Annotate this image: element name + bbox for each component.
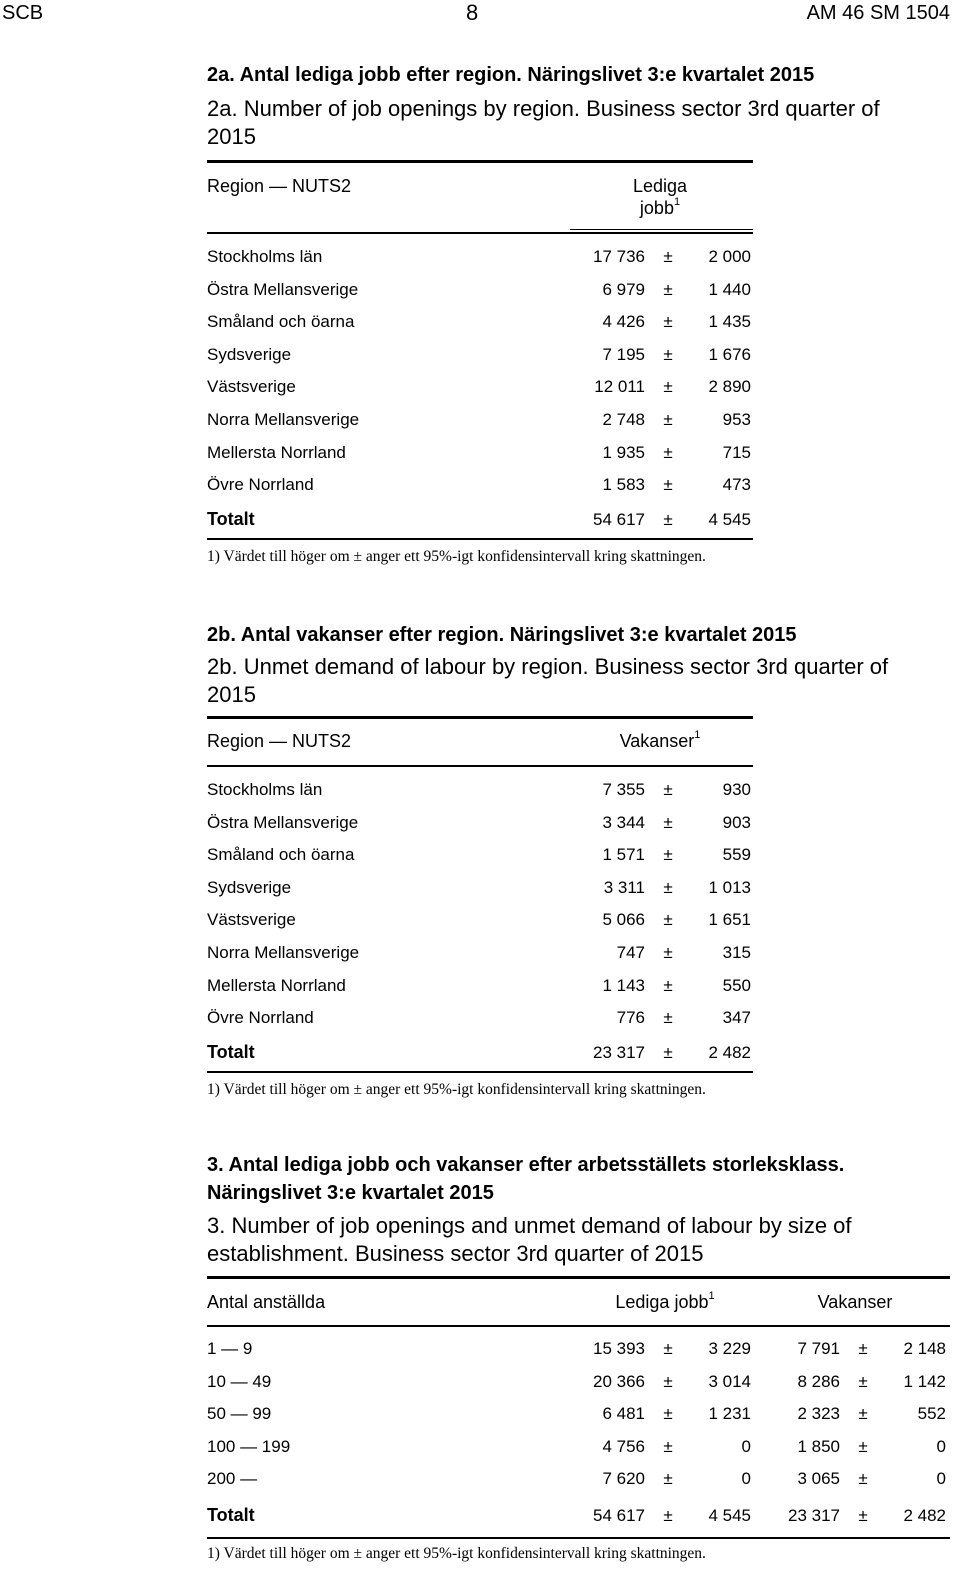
- confidence-interval: 1 651: [708, 910, 751, 930]
- plus-minus: ±: [663, 877, 673, 897]
- jobs-value: 6 481: [602, 1404, 645, 1424]
- region-value: 12 011: [594, 377, 645, 397]
- total-label: Totalt: [207, 509, 255, 529]
- plus-minus: ±: [663, 279, 673, 299]
- region-name: Stockholms län: [207, 247, 323, 266]
- t2a-col-value-2: jobb$^1$: [639, 196, 681, 218]
- region-name: Mellersta Norrland: [207, 975, 346, 995]
- jobs-value: 7 620: [602, 1469, 645, 1489]
- plus-minus: ±: [663, 1469, 673, 1489]
- region-name: Östra Mellansverige: [207, 812, 359, 832]
- t2a-title-en-2: 2015: [207, 124, 256, 149]
- t2a-header-bottom-rule: [207, 232, 753, 234]
- confidence-interval: 315: [722, 943, 751, 962]
- region-name: Västsverige: [207, 910, 296, 930]
- vacancy-ci: 552: [917, 1404, 946, 1424]
- size-class: 100 — 199: [207, 1436, 291, 1456]
- region-value: 1 143: [602, 975, 645, 995]
- jobs-ci: 0: [741, 1436, 751, 1456]
- t3-title-sv-2: Näringslivet 3:e kvartalet 2015: [207, 1182, 494, 1204]
- t2b-title-sv: 2b. Antal vakanser efter region. Näringslivet 3:e kvartalet 2015: [207, 624, 797, 646]
- region-name: Mellersta Norrland: [207, 442, 346, 462]
- t2a-col-value-1: Lediga: [632, 176, 688, 196]
- plus-minus: ±: [663, 1339, 673, 1358]
- t3-top-rule: [207, 1276, 950, 1279]
- confidence-interval: 953: [722, 410, 751, 429]
- vacancy-ci: 0: [936, 1436, 946, 1456]
- vacancy-value: 1 850: [797, 1436, 840, 1456]
- confidence-interval: 1 013: [708, 877, 751, 897]
- plus-minus: ±: [663, 812, 673, 832]
- jobs-ci: 3 014: [708, 1371, 751, 1391]
- region-name: Stockholms län: [207, 780, 323, 799]
- total-value: 54 617: [593, 510, 645, 529]
- plus-minus: ±: [663, 1008, 673, 1028]
- plus-minus: ±: [663, 410, 673, 429]
- region-value: 2 748: [602, 410, 645, 429]
- region-value: 7 355: [602, 780, 645, 799]
- confidence-interval: 347: [722, 1008, 751, 1028]
- t3-title-en-1: 3. Number of job openings and unmet demand of labour by size of: [207, 1213, 852, 1238]
- region-name: Småland och öarna: [207, 845, 355, 865]
- region-value: 5 066: [602, 910, 645, 930]
- region-value: 7 195: [602, 344, 645, 364]
- confidence-interval: 559: [722, 845, 751, 865]
- t2a-top-rule: [207, 160, 753, 163]
- size-class: 1 — 9: [207, 1339, 253, 1358]
- confidence-interval: 550: [722, 975, 751, 995]
- region-name: Östra Mellansverige: [207, 279, 359, 299]
- total-jobs: 54 617: [593, 1506, 645, 1525]
- region-value: 3 311: [603, 877, 645, 897]
- confidence-interval: 1 676: [708, 344, 751, 364]
- t2b-title-en-2: 2015: [207, 682, 256, 707]
- region-value: 747: [616, 943, 645, 962]
- vacancy-value: 2 323: [797, 1404, 840, 1424]
- size-class: 200 —: [207, 1469, 258, 1489]
- region-name: Norra Mellansverige: [207, 410, 360, 429]
- t3-header-rule: [207, 1325, 950, 1327]
- plus-minus: ±: [858, 1404, 868, 1424]
- total-ci: 2 482: [708, 1043, 751, 1062]
- total-jobs-ci: 4 545: [708, 1506, 751, 1525]
- t2a-title-sv: 2a. Antal lediga jobb efter region. Näringslivet 3:e kvartalet 2015: [207, 64, 815, 86]
- region-value: 1 935: [602, 442, 645, 462]
- vacancy-value: 7 791: [797, 1339, 840, 1358]
- jobs-ci: 3 229: [708, 1339, 751, 1358]
- t3-col-vac: Vakanser: [817, 1292, 893, 1312]
- region-name: Sydsverige: [207, 344, 292, 364]
- size-class: 10 — 49: [207, 1371, 272, 1391]
- t3-title-en-2: establishment. Business sector 3rd quarter of 2015: [207, 1241, 704, 1266]
- confidence-interval: 2 000: [708, 247, 751, 266]
- vacancy-value: 3 065: [797, 1469, 840, 1489]
- plus-minus: ±: [663, 442, 673, 462]
- region-name: Övre Norrland: [207, 475, 314, 495]
- plus-minus: ±: [663, 910, 673, 930]
- region-value: 17 736: [593, 247, 645, 266]
- t2a-header-rule: [570, 229, 753, 230]
- confidence-interval: 715: [722, 442, 751, 462]
- t2a-col-region: Region — NUTS2: [207, 176, 352, 196]
- plus-minus: ±: [663, 510, 673, 529]
- total-vacancies: 23 317: [788, 1506, 840, 1525]
- region-value: 1 583: [602, 475, 645, 495]
- page-number: 8: [466, 0, 479, 25]
- jobs-ci: 1 231: [708, 1404, 751, 1424]
- t3-footnote: 1) Värdet till höger om ± anger ett 95%-igt konfidensintervall kring skattningen.: [207, 1545, 706, 1562]
- plus-minus: ±: [663, 1436, 673, 1456]
- confidence-interval: 1 440: [708, 279, 751, 299]
- plus-minus: ±: [663, 1043, 673, 1062]
- region-value: 4 426: [602, 312, 645, 332]
- confidence-interval: 473: [722, 475, 751, 495]
- plus-minus: ±: [663, 377, 673, 397]
- header-left: SCB: [2, 2, 44, 24]
- t2b-footnote: 1) Värdet till höger om ± anger ett 95%-igt konfidensintervall kring skattningen.: [207, 1081, 706, 1098]
- plus-minus: ±: [663, 312, 673, 332]
- region-value: 1 571: [602, 845, 645, 865]
- t2b-header-rule: [207, 765, 753, 767]
- t3-col-size: Antal anställda: [207, 1292, 326, 1312]
- t2a-footnote: 1) Värdet till höger om ± anger ett 95%-igt konfidensintervall kring skattningen.: [207, 548, 706, 565]
- region-value: 3 344: [602, 812, 645, 832]
- region-name: Sydsverige: [207, 877, 292, 897]
- plus-minus: ±: [663, 1371, 673, 1391]
- plus-minus: ±: [858, 1371, 868, 1391]
- region-value: 776: [616, 1008, 645, 1028]
- plus-minus: ±: [663, 344, 673, 364]
- plus-minus: ±: [858, 1436, 868, 1456]
- region-name: Västsverige: [207, 377, 296, 397]
- plus-minus: ±: [858, 1469, 868, 1489]
- region-name: Småland och öarna: [207, 312, 355, 332]
- t3-bottom-rule: [207, 1537, 950, 1539]
- plus-minus: ±: [663, 943, 673, 962]
- vacancy-ci: 2 148: [903, 1339, 946, 1358]
- plus-minus: ±: [663, 975, 673, 995]
- vacancy-value: 8 286: [797, 1371, 840, 1391]
- header-right: AM 46 SM 1504: [806, 2, 950, 24]
- region-name: Övre Norrland: [207, 1008, 314, 1028]
- t2b-bottom-rule: [207, 1071, 753, 1073]
- jobs-value: 20 366: [593, 1371, 645, 1391]
- jobs-value: 15 393: [593, 1339, 645, 1358]
- plus-minus: ±: [663, 475, 673, 495]
- t2b-col-region: Region — NUTS2: [207, 731, 352, 751]
- t2a-title-en-1: 2a. Number of job openings by region. Business sector 3rd quarter of: [207, 96, 880, 121]
- t3-col-jobs: Lediga jobb$^1$: [615, 1290, 715, 1312]
- confidence-interval: 1 435: [708, 312, 751, 332]
- confidence-interval: 903: [722, 812, 751, 832]
- t2b-title-en-1: 2b. Unmet demand of labour by region. Business sector 3rd quarter of: [207, 654, 889, 679]
- vacancy-ci: 1 142: [903, 1371, 946, 1391]
- jobs-value: 4 756: [602, 1436, 645, 1456]
- size-class: 50 — 99: [207, 1404, 272, 1424]
- jobs-ci: 0: [741, 1469, 751, 1489]
- confidence-interval: 930: [722, 780, 751, 799]
- plus-minus: ±: [858, 1506, 868, 1525]
- total-label: Totalt: [207, 1505, 255, 1525]
- total-value: 23 317: [593, 1043, 645, 1062]
- confidence-interval: 2 890: [708, 377, 751, 397]
- plus-minus: ±: [663, 845, 673, 865]
- plus-minus: ±: [663, 780, 673, 799]
- vacancy-ci: 0: [936, 1469, 946, 1489]
- plus-minus: ±: [858, 1339, 868, 1358]
- region-value: 6 979: [602, 279, 645, 299]
- t3-title-sv-1: 3. Antal lediga jobb och vakanser efter arbetsställets storleksklass.: [207, 1154, 845, 1176]
- t2b-col-value: Vakanser$^1$: [619, 729, 701, 751]
- total-vacancies-ci: 2 482: [903, 1506, 946, 1525]
- total-label: Totalt: [207, 1042, 255, 1062]
- region-name: Norra Mellansverige: [207, 943, 360, 962]
- plus-minus: ±: [663, 1506, 673, 1525]
- plus-minus: ±: [663, 1404, 673, 1424]
- t2a-bottom-rule: [207, 538, 753, 540]
- total-ci: 4 545: [708, 510, 751, 529]
- plus-minus: ±: [663, 247, 673, 266]
- t2b-top-rule: [207, 716, 753, 719]
